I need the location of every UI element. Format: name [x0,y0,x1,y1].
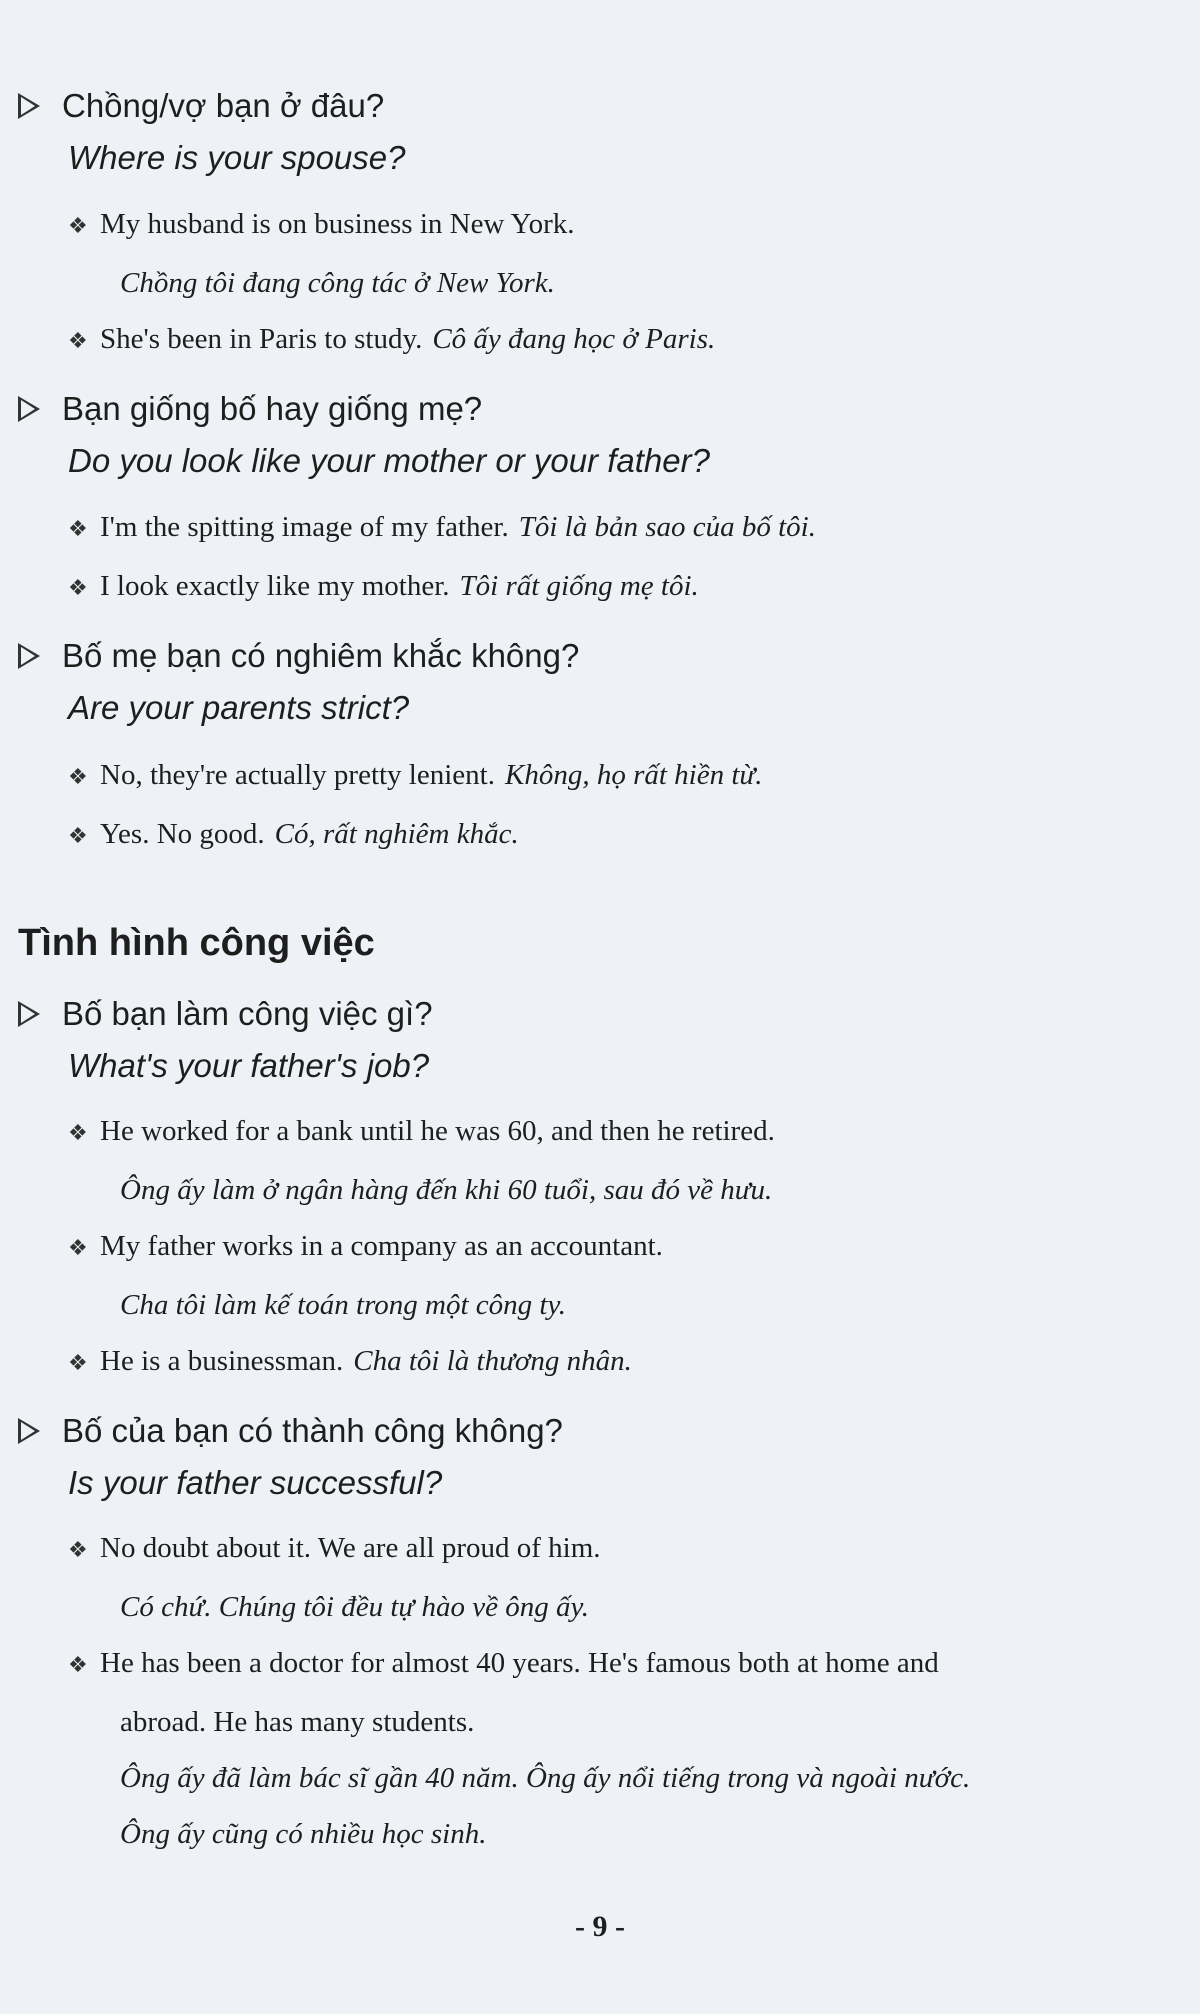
answer-item [68,806,1178,865]
question-father-successful [18,1405,563,1509]
diamond-bullet-icon: ❖ [68,1351,88,1376]
diamond-bullet-icon: ❖ [68,765,88,790]
diamond-bullet-icon: ❖ [68,214,88,239]
answer-vi: Ông ấy đã làm bác sĩ gần 40 năm. Ông ấy nổi tiếng trong và ngoài nước. [120,1762,971,1794]
diamond-bullet-icon: ❖ [68,824,88,849]
answer-item [68,1520,1178,1579]
triangle-marker-icon [18,93,40,119]
question-en: Do you look like your mother or your father? [68,442,710,479]
section-heading: Tình hình công việc [18,922,375,964]
question-line [18,1405,563,1457]
answer-vi: Cô ấy đang học ở Paris. [432,323,716,355]
diamond-bullet-icon: ❖ [68,1538,88,1563]
answer-vi: Cha tôi là thương nhân. [353,1345,632,1377]
answer-item [68,196,1178,255]
question-vi: Bạn giống bố hay giống mẹ? [62,390,483,427]
answer-item [68,311,1178,370]
diamond-bullet-icon: ❖ [68,576,88,601]
answer-en: I look exactly like my mother. [100,570,450,602]
answer-en: Yes. No good. [100,818,265,850]
answer-item [68,1103,1178,1162]
answer-en: He is a businessman. [100,1345,344,1377]
answer-vi: Không, họ rất hiền từ. [504,759,763,791]
diamond-bullet-icon: ❖ [68,329,88,354]
question-strict-parents [18,630,579,734]
answers-father-job [68,1103,1178,1392]
triangle-marker-icon [18,1001,40,1027]
diamond-bullet-icon: ❖ [68,1653,88,1678]
answer-en: I'm the spitting image of my father. [100,511,509,543]
question-vi: Chồng/vợ bạn ở đâu? [62,87,385,124]
answer-vi: Có chứ. Chúng tôi đều tự hào về ông ấy. [120,1591,589,1623]
question-father-job [18,988,433,1092]
page-number: - 9 - [575,1910,625,1943]
diamond-bullet-icon: ❖ [68,517,88,542]
question-line [18,383,710,435]
answer-vi: Tôi là bản sao của bố tôi. [518,511,816,543]
triangle-marker-icon [18,643,40,669]
answer-vi: Có, rất nghiêm khắc. [274,818,519,850]
answer-item [68,747,1178,806]
answers-spouse [68,196,1178,370]
answers-strict-parents [68,747,1178,865]
question-en: Where is your spouse? [68,139,406,176]
question-vi: Bố bạn làm công việc gì? [62,995,433,1032]
question-line [18,988,433,1040]
question-look-like [18,383,710,487]
answer-en: No, they're actually pretty lenient. [100,759,495,791]
triangle-marker-icon [18,396,40,422]
answer-vi: Ông ấy làm ở ngân hàng đến khi 60 tuổi, sau đó về hưu. [120,1174,773,1206]
question-vi: Bố của bạn có thành công không? [62,1412,563,1449]
answer-en: My husband is on business in New York. [100,208,575,240]
answer-vi-continued: Ông ấy cũng có nhiều học sinh. [120,1818,487,1850]
triangle-marker-icon [18,1418,40,1444]
answer-item [68,558,1178,617]
question-en: What's your father's job? [68,1047,430,1084]
question-line [18,80,406,132]
answer-en: He has been a doctor for almost 40 years. He's famous both at home and [100,1647,939,1679]
answer-vi: Tôi rất giống mẹ tôi. [459,570,699,602]
question-en: Are your parents strict? [68,689,410,726]
answer-en-continued: abroad. He has many students. [120,1706,475,1738]
answer-vi: Cha tôi làm kế toán trong một công ty. [120,1289,566,1321]
answers-look-like [68,499,1178,617]
question-en: Is your father successful? [68,1464,443,1501]
answer-item [68,1333,1178,1392]
question-line [18,630,579,682]
question-vi: Bố mẹ bạn có nghiêm khắc không? [62,637,580,674]
question-spouse [18,80,406,184]
diamond-bullet-icon: ❖ [68,1121,88,1146]
answer-en: She's been in Paris to study. [100,323,423,355]
answer-vi: Chồng tôi đang công tác ở New York. [120,267,555,299]
answer-item [68,1635,1178,1694]
diamond-bullet-icon: ❖ [68,1236,88,1261]
answer-item [68,499,1178,558]
answer-item [68,1218,1178,1277]
answers-father-successful [68,1520,1178,1862]
answer-en: He worked for a bank until he was 60, and then he retired. [100,1115,775,1147]
answer-en: No doubt about it. We are all proud of him. [100,1532,601,1564]
answer-en: My father works in a company as an accountant. [100,1230,663,1262]
